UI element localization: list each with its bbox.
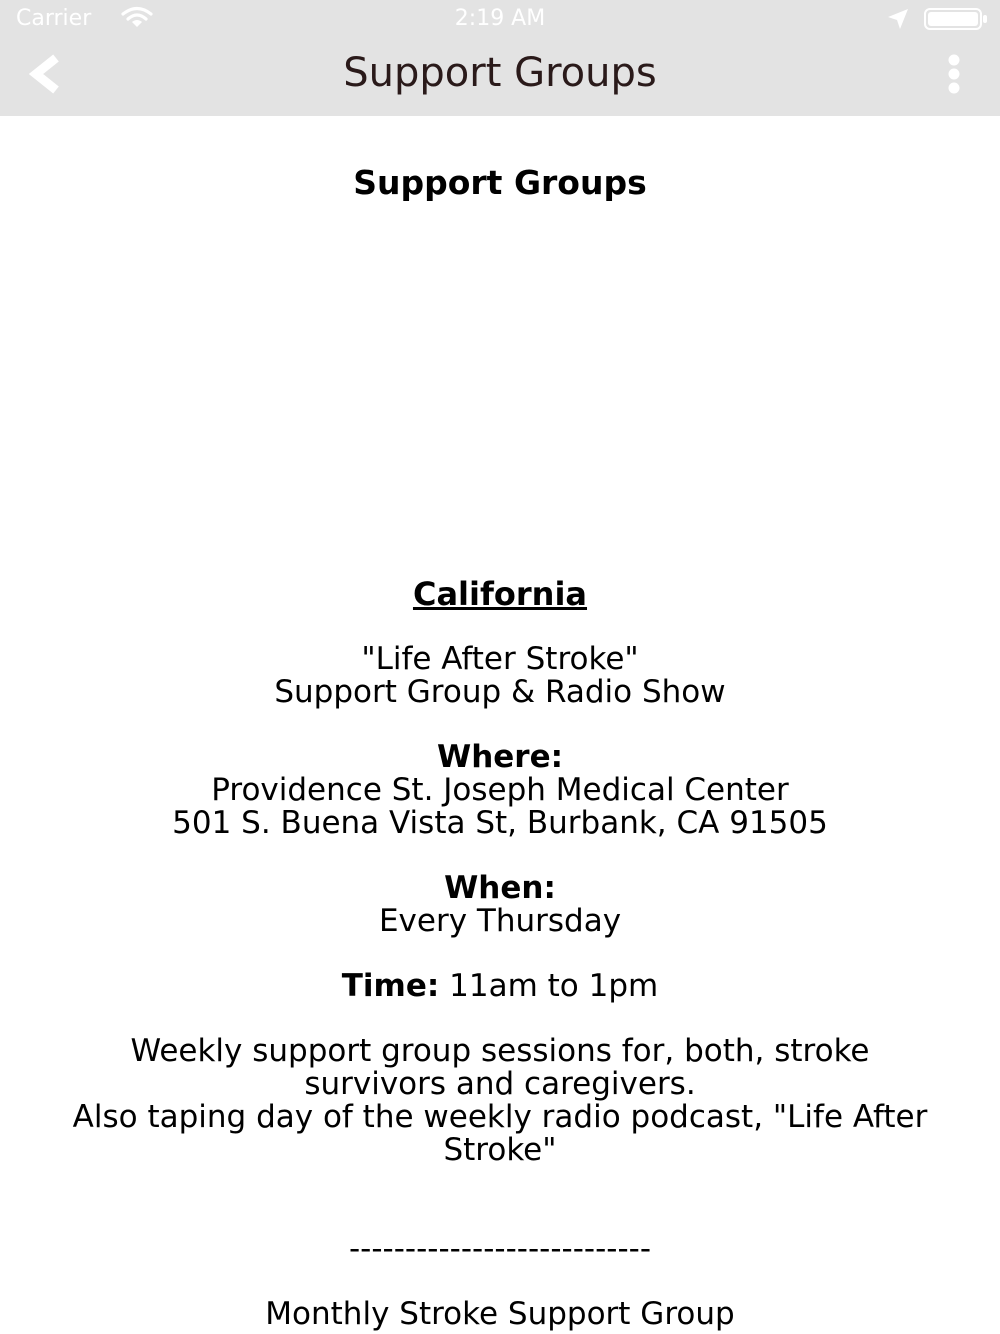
where-address: 501 S. Buena Vista St, Burbank, CA 91505 [172, 805, 828, 841]
when-label: When: [444, 870, 556, 906]
carrier-label: Carrier [16, 6, 92, 31]
description-line2: survivors and caregivers. [304, 1066, 696, 1102]
time-line [0, 970, 1000, 1003]
page-content [0, 116, 1000, 1334]
more-options-button[interactable] [940, 52, 968, 96]
location-arrow-icon [886, 7, 910, 31]
description-line1: Weekly support group sessions for, both, stroke [130, 1033, 870, 1069]
page-heading: Support Groups [353, 163, 647, 202]
group-name-line2: Support Group & Radio Show [274, 674, 726, 710]
nav-title: Support Groups [343, 50, 657, 96]
section-divider: --------------------------- [348, 1231, 652, 1267]
where-label: Where: [437, 739, 563, 775]
top-bar [0, 0, 1000, 116]
status-bar [0, 0, 1000, 38]
when-value: Every Thursday [378, 903, 622, 939]
battery-icon [924, 8, 988, 30]
status-time: 2:19 AM [454, 6, 546, 31]
next-group-title: Monthly Stroke Support Group [265, 1296, 735, 1332]
time-value: 11am to 1pm [439, 968, 659, 1004]
where-location: Providence St. Joseph Medical Center [211, 772, 789, 808]
group-name-line1: "Life After Stroke" [361, 641, 639, 677]
time-label: Time: [341, 968, 440, 1004]
description-line4: Stroke" [443, 1132, 557, 1168]
description-line3: Also taping day of the weekly radio podcast, "Life After [72, 1099, 928, 1135]
region-title: California [412, 575, 588, 613]
